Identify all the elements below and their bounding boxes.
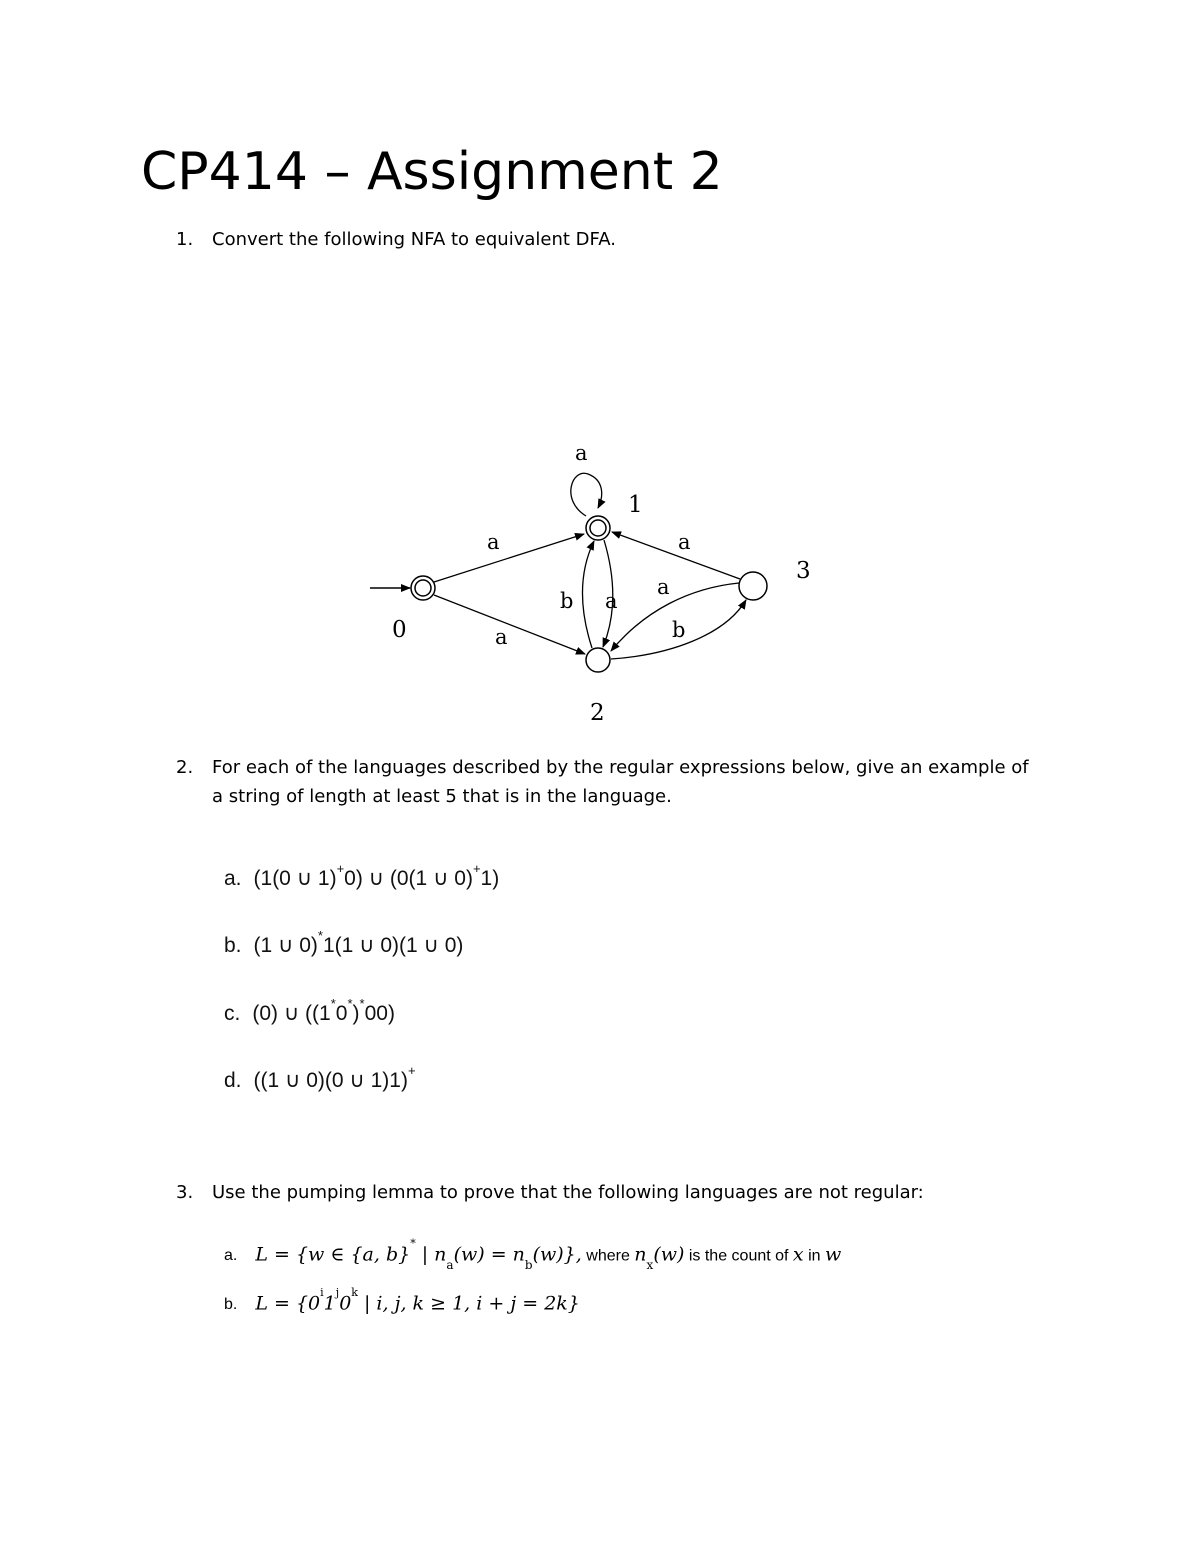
- state-3-label: 3: [796, 558, 811, 584]
- regex-a: a. (1(0 ∪ 1)+0) ∪ (0(1 ∪ 0)+1): [224, 861, 500, 890]
- question-number: 2.: [176, 757, 194, 778]
- language-b: b. $L = \{0^i1^j0^k$ | i, j, k ≥ 1, i + j = 2k}: [224, 1286, 580, 1315]
- question-number: 3.: [176, 1182, 194, 1203]
- question-number: 1.: [176, 229, 194, 250]
- loop-label: a: [575, 441, 588, 465]
- page-title: CP414 – Assignment 2: [141, 142, 723, 202]
- state-1-label: 1: [628, 492, 643, 518]
- language-a: a. L = {w ∈ {a, b}* | $n_a(w) = n_b(w)$}, where $n_x(w)$ is the count of x in w: [224, 1237, 842, 1273]
- edge-2-1: [582, 541, 594, 648]
- edge-3-1: [612, 532, 740, 579]
- nfa-diagram: [360, 430, 830, 730]
- loop-1-edge: [571, 473, 602, 516]
- question-text: For each of the languages described by the regular expressions below, give an example of a string of length at least 5 that is in the language.: [212, 757, 1029, 807]
- question-text: Convert the following NFA to equivalent DFA.: [212, 229, 616, 250]
- edge-label-2-1: b: [560, 589, 574, 613]
- question-text: Use the pumping lemma to prove that the following languages are not regular:: [212, 1182, 924, 1203]
- state-2-label: 2: [590, 700, 605, 726]
- regex-c: c. (0) ∪ ((1*0*)*00): [224, 996, 395, 1025]
- edge-label-0-2: a: [495, 625, 508, 649]
- regex-b: b. (1 ∪ 0)*1(1 ∪ 0)(1 ∪ 0): [224, 928, 464, 957]
- edge-0-1: [434, 534, 584, 582]
- state-1: [586, 516, 610, 540]
- edge-label-3-2: a: [657, 575, 670, 599]
- regex-d: d. ((1 ∪ 0)(0 ∪ 1)1)+: [224, 1063, 416, 1092]
- edge-label-2-3: b: [672, 618, 686, 642]
- question-2: [176, 753, 1036, 811]
- state-3: [739, 572, 767, 600]
- edge-label-3-1: a: [678, 530, 691, 554]
- state-0-label: 0: [392, 617, 407, 643]
- state-0: [411, 576, 435, 600]
- question-1: [176, 225, 1036, 254]
- edge-label-0-1: a: [487, 530, 500, 554]
- edge-label-1-2: a: [605, 589, 618, 613]
- state-2: [586, 648, 610, 672]
- question-3: [176, 1178, 1036, 1207]
